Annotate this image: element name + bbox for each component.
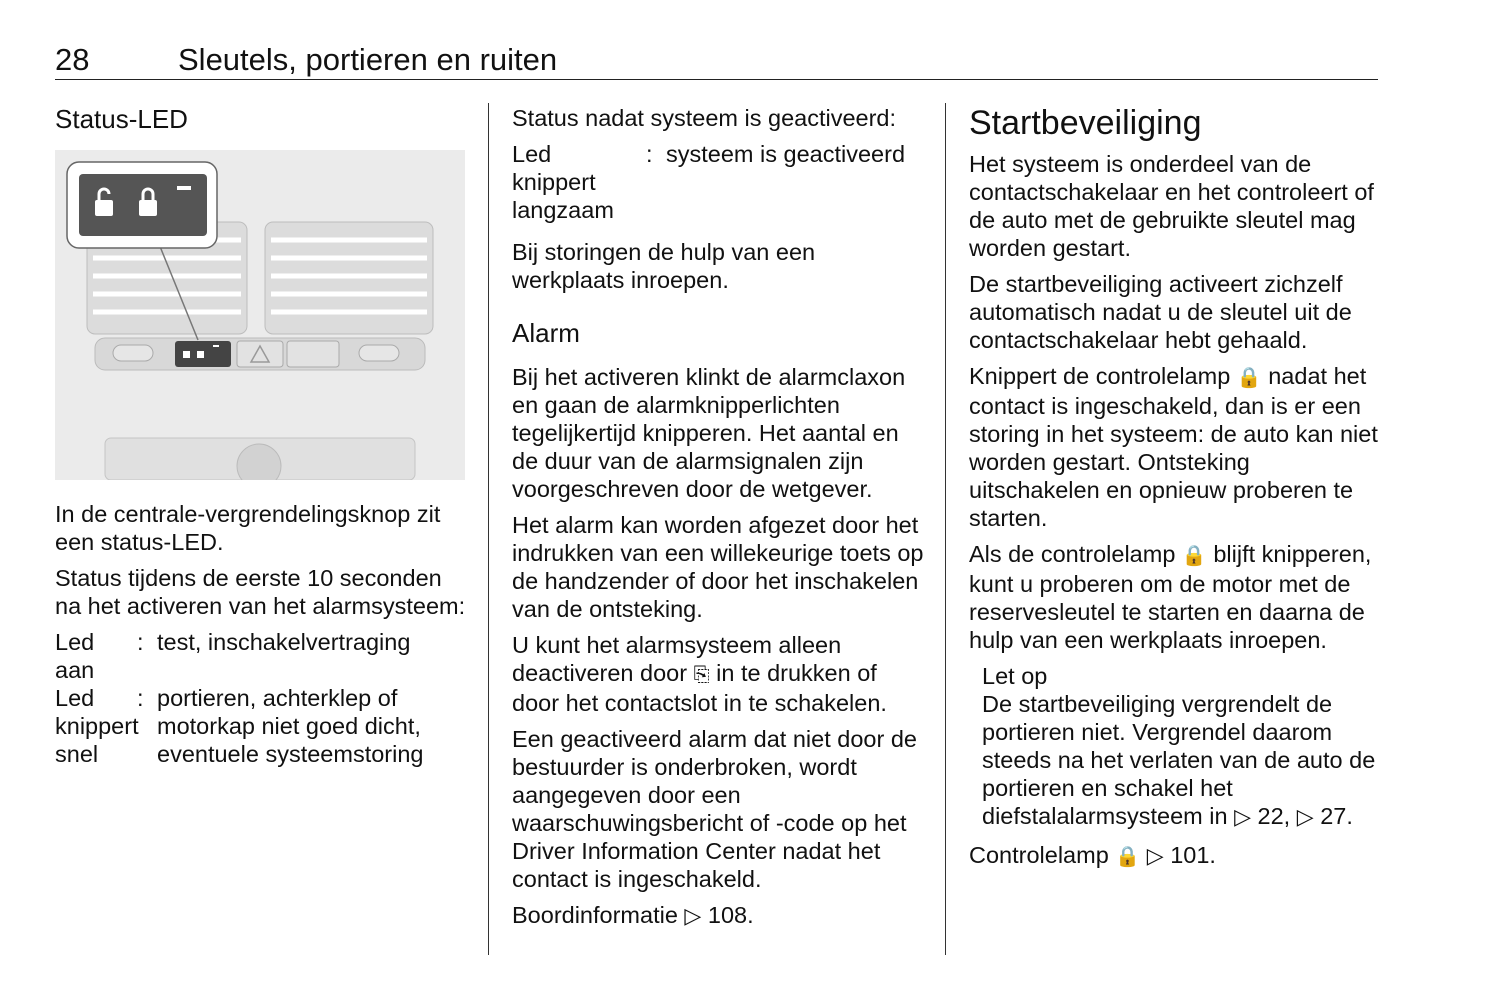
- status-led-illustration: [55, 150, 465, 480]
- start-para-3-b: nadat het contact is ingeschakeld, dan is er een storing in het systeem: de auto kan niet worden gestart. Ontsteking uitschakelen en opnieuw proberen te starten.: [969, 363, 1378, 531]
- status-row-sep: :: [646, 141, 653, 167]
- page-ref-arrow-icon: ▷: [1234, 804, 1251, 829]
- alarm-para-3: [512, 631, 924, 717]
- column-divider-2: [945, 103, 946, 955]
- column-1: [55, 500, 467, 776]
- status-led-para-2: Status tijdens de eerste 10 seconden na het activeren van het alarmsysteem:: [55, 565, 466, 619]
- status-row-desc: portieren, achterklep of motorkap niet goed dicht, eventuele systeemstoring: [157, 685, 424, 767]
- page-ref-arrow-icon: ▷: [684, 903, 702, 928]
- column-3: [969, 150, 1381, 879]
- start-para-2: De startbeveiliging activeert zichzelf automatisch nadat u de sleutel uit de contactschakelaar hebt gehaald.: [969, 271, 1352, 353]
- start-para-4: [969, 540, 1381, 654]
- note-ref-2[interactable]: 27.: [1320, 803, 1353, 829]
- start-para-4-b: blijft knipperen, kunt u proberen om de motor met de reservesleutel te starten en daarna de hulp van een werkplaats inroepen.: [969, 541, 1372, 653]
- immobilizer-lamp-icon: 🔒: [1115, 846, 1141, 868]
- status-table-2: [512, 140, 924, 224]
- page-title: Sleutels, portieren en ruiten: [178, 42, 558, 77]
- column-2-alarm: [512, 363, 924, 938]
- note-body: De startbeveiliging vergrendelt de portieren niet. Vergrendel daarom steeds na het verlaten van de auto de portieren en schakel het diefstalalarmsysteem in: [982, 691, 1376, 829]
- alarm-ref-text: Boordinformatie: [512, 902, 685, 928]
- status-row-term: Led knippert snel: [55, 685, 139, 767]
- section-heading-alarm: Alarm: [512, 318, 580, 348]
- page-ref-arrow-icon: ▷: [1296, 804, 1314, 829]
- note-ref-1[interactable]: 22,: [1257, 803, 1291, 829]
- start-last-ref[interactable]: 101.: [1170, 842, 1216, 868]
- note-title: Let op: [982, 663, 1048, 689]
- alarm-para-1: Bij het activeren klinkt de alarmclaxon en gaan de alarmknipperlichten tegelijkertijd knipperen. Het aantal en de duur van de alarmsignalen zijn voorgeschreven door de wetgever.: [512, 364, 906, 502]
- status-row-sep: :: [137, 685, 144, 711]
- section-heading-status-led: Status-LED: [55, 104, 188, 134]
- alarm-para-3-a: U kunt het alarmsysteem alleen deactiveren door: [512, 632, 842, 686]
- status-table-1: [55, 628, 467, 768]
- start-para-3: [969, 362, 1381, 532]
- start-last-line: [969, 841, 1381, 871]
- section-heading-startbeveiliging: Startbeveiliging: [969, 104, 1202, 142]
- page-number: 28: [55, 42, 90, 77]
- status-led-para-1: In de centrale-vergrendelingsknop zit een status-LED.: [55, 501, 441, 555]
- alarm-para-3-b: in te drukken of door het contactslot in te schakelen.: [512, 660, 887, 716]
- start-para-1: Het systeem is onderdeel van de contactschakelaar en het controleert of de auto met de gebruikte sleutel mag worden gestart.: [969, 151, 1374, 261]
- start-para-3-a: Knippert de controlelamp: [969, 363, 1237, 389]
- status-after-activation-intro: Status nadat systeem is geactiveerd:: [512, 105, 897, 131]
- note-text: [982, 690, 1381, 831]
- alarm-ref-page[interactable]: 108.: [707, 902, 754, 928]
- immobilizer-lamp-icon: 🔒: [1181, 545, 1207, 567]
- status-row-desc: test, inschakelvertraging: [157, 629, 411, 655]
- note-box: [969, 662, 1381, 831]
- column-divider-1: [488, 103, 489, 955]
- status-row-term: Led aan: [55, 629, 95, 683]
- alarm-para-2: Het alarm kan worden afgezet door het indrukken van een willekeurige toets op de handzender of door het inschakelen van de ontsteking.: [512, 512, 924, 622]
- status-row-term: Led knippert langzaam: [512, 141, 614, 223]
- page-ref-arrow-icon: ▷: [1146, 843, 1164, 868]
- column-2: [512, 104, 924, 302]
- start-last-text: Controlelamp: [969, 842, 1116, 868]
- alarm-para-4: Een geactiveerd alarm dat niet door de bestuurder is onderbroken, wordt aangegeven door een waarschuwingsbericht of -code op het Driver Information Center nadat het contact is ingeschakeld.: [512, 726, 917, 892]
- start-para-4-a: Als de controlelamp: [969, 541, 1182, 567]
- status-row-desc: systeem is geactiveerd: [666, 141, 906, 167]
- key-unlock-icon: ⎘: [693, 664, 710, 686]
- immobilizer-lamp-icon: 🔒: [1236, 367, 1262, 389]
- status-row-sep: :: [137, 629, 144, 655]
- header-rule: [55, 79, 1378, 80]
- alarm-reference: [512, 901, 924, 930]
- storing-para: Bij storingen de hulp van een werkplaats inroepen.: [512, 239, 816, 293]
